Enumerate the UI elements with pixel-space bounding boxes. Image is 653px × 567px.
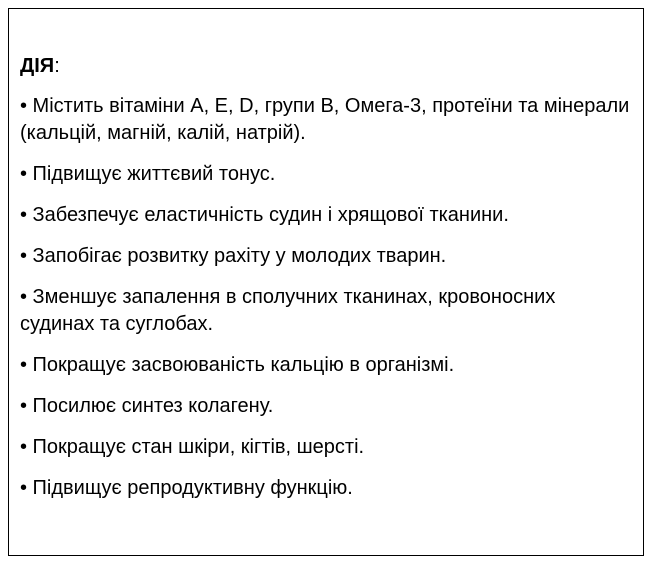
description-box (8, 8, 644, 556)
description-content (20, 53, 635, 516)
list-item: • Запобігає розвитку рахіту у молодих тварин. (20, 245, 447, 267)
list-item: • Забезпечує еластичність судин і хрящової тканини. (20, 204, 509, 226)
section-title-colon: : (54, 55, 60, 77)
list-item: • Зменшує запалення в сполучних тканинах, кровоносних судинах та суглобах. (20, 286, 556, 335)
list-item: • Покращує стан шкіри, кігтів, шерсті. (20, 436, 365, 458)
section-heading (20, 53, 635, 80)
list-item: • Підвищує життєвий тонус. (20, 163, 276, 185)
list-item: • Посилює синтез колагену. (20, 395, 274, 417)
action-list (20, 93, 635, 502)
section-title: ДІЯ (20, 55, 55, 77)
list-item: • Підвищує репродуктивну функцію. (20, 477, 353, 499)
list-item: • Містить вітаміни А, Е, D, групи В, Омега-3, протеїни та мінерали (кальцій, магній, калій, натрій). (20, 95, 630, 144)
list-item: • Покращує засвоюваність кальцію в організмі. (20, 354, 455, 376)
